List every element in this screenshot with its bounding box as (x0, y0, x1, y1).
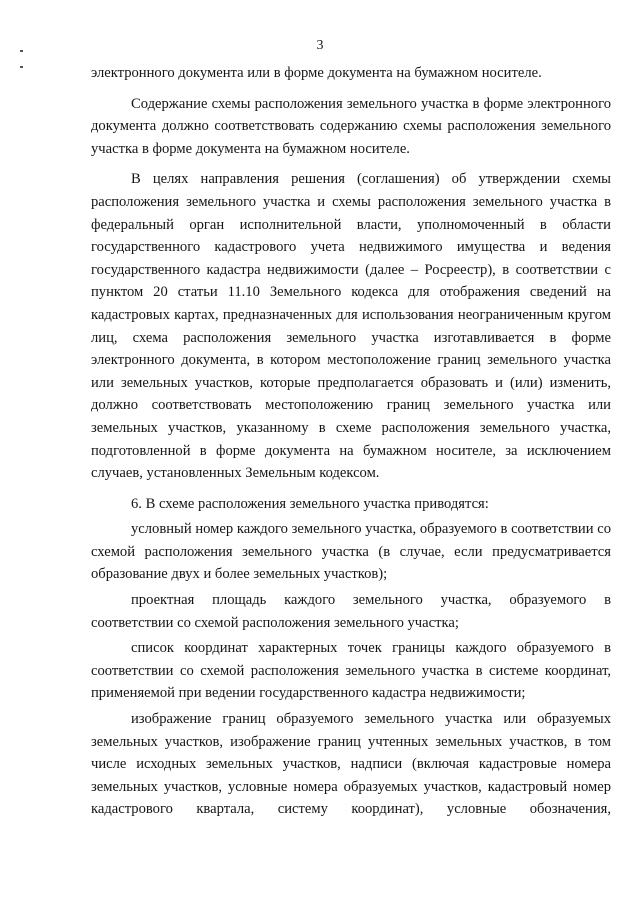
document-body (91, 62, 611, 821)
page-number: 3 (316, 38, 324, 53)
paragraph-project-area: проектная площадь каждого земельного участка, образуемого в соответствии со схемой расположения земельного участка; (91, 592, 611, 631)
paragraph-section-6-heading: 6. В схеме расположения земельного участка приводятся: (131, 495, 489, 512)
paragraph-electronic-content: Содержание схемы расположения земельного участка в форме электронного документа должно соответствовать содержанию схемы расположения земельного участка в форме документа на бумажном носителе. (91, 95, 611, 157)
scan-mark (20, 50, 23, 52)
paragraph-continuation: электронного документа или в форме документа на бумажном носителе. (91, 65, 542, 81)
paragraph-coordinates-list: список координат характерных точек границы каждого образуемого в соответствии со схемой расположения земельного участка в системе координат, применяемой при ведении государственного кадастра недвижимости; (91, 640, 611, 702)
paragraph-boundaries-image: изображение границ образуемого земельного участка или образуемых земельных участков, изображение границ учтенных земельных участков, в том числе исходных земельных участков, надписи (включая кадастровые номера земельных участков, условные номера образуемых участков, кадастровый номер кадастрового квартала, систему координат), условные обозначения, (91, 711, 611, 818)
scan-mark (20, 66, 23, 68)
paragraph-conditional-number: условный номер каждого земельного участка, образуемого в соответствии со схемой расположения земельного участка (в случае, если предусматривается образование двух и более земельных участков); (91, 521, 611, 583)
paragraph-rosreestr: В целях направления решения (соглашения) об утверждении схемы расположения земельного участка и схемы расположения земельного участка в федеральный орган исполнительной власти, уполномоченный в области государственного кадастрового учета недвижимого имущества и ведения государственного кадастра недвижимости (далее – Росреестр), в соответствии с пунктом 20 статьи 11.10 Земельного кодекса для отображения сведений на кадастровых картах, предназначенных для использования неограниченным кругом лиц, схема расположения земельного участка изготавливается в форме электронного документа, в котором местоположение границ земельного участка или земельных участков, которые предполагается образовать и (или) изменить, должно соответствовать местоположению границ земельного участка или земельных участков, указанному в схеме расположения земельного участка, подготовленной в форме документа на бумажном носителе, за исключением случаев, установленных Земельным кодексом. (91, 171, 611, 482)
